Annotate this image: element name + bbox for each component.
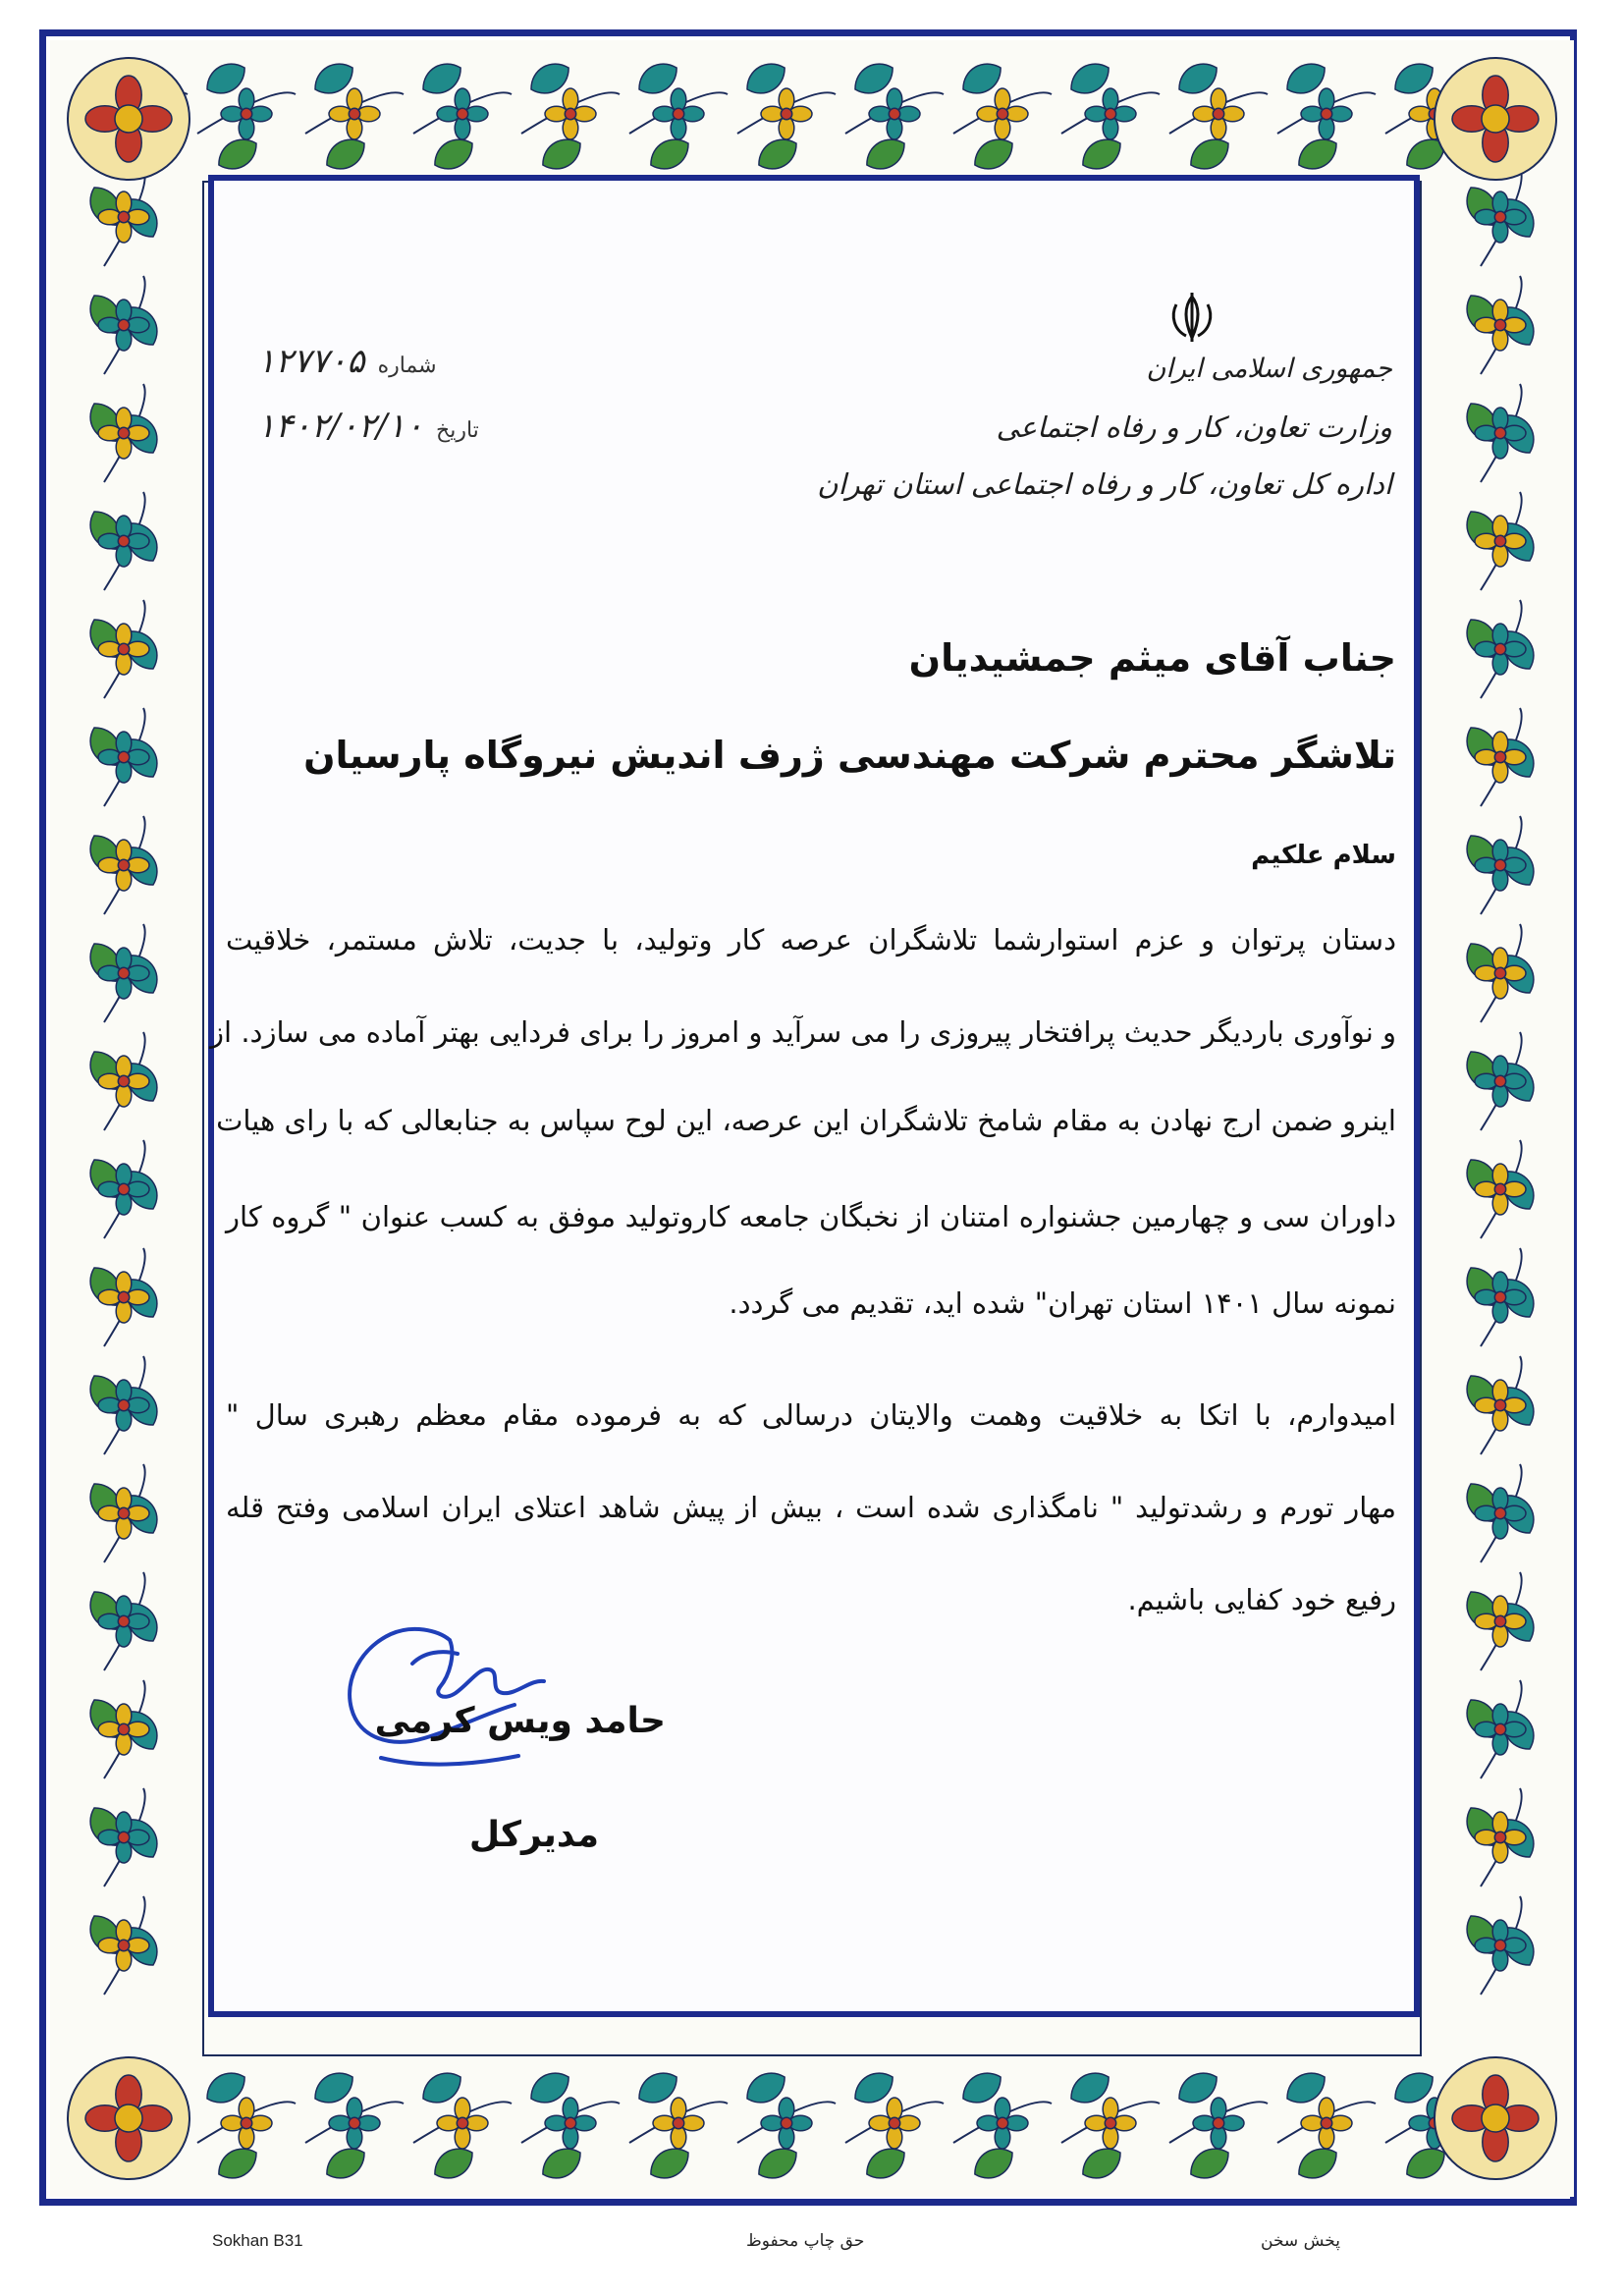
signatory-title: مدیرکل bbox=[468, 1815, 599, 1855]
footer-brand: Sokhan B31 bbox=[212, 2231, 303, 2250]
paragraph1-line: اینرو ضمن ارج نهادن به مقام شامخ تلاشگران این عرصه، این لوح سپاس به جنابعالی که با رای هیات bbox=[216, 1104, 1396, 1137]
date-label: تاریخ bbox=[436, 417, 479, 442]
iran-emblem-icon bbox=[1164, 291, 1219, 346]
header-republic: جمهوری اسلامی ایران bbox=[1146, 354, 1392, 384]
header-ministry: وزارت تعاون، کار و رفاه اجتماعی bbox=[996, 410, 1392, 444]
paragraph1-line: داوران سی و چهارمین جشنواره امتنان از نخبگان جامعه کاروتولید موفق به کسب عنوان " گروه کار bbox=[226, 1200, 1396, 1233]
number-value: ۱۲۷۷۰۵ bbox=[257, 342, 365, 381]
paragraph1-line: نمونه سال ۱۴۰۱ استان تهران" شده اید، تقدیم می گردد. bbox=[729, 1286, 1396, 1320]
footer-distributor: پخش سخن bbox=[1261, 2231, 1340, 2251]
recipient-name: جناب آقای میثم جمشیدیان bbox=[908, 636, 1396, 680]
recipient-company: تلاشگر محترم شرکت مهندسی ژرف اندیش نیروگاه پارسیان bbox=[303, 734, 1396, 777]
header-department: اداره کل تعاون، کار و رفاه اجتماعی استان تهران bbox=[817, 467, 1392, 501]
footer-copyright: حق چاپ محفوظ bbox=[746, 2231, 865, 2251]
paragraph1-line: و نوآوری باردیگر حدیث پرافتخار پیروزی را می سرآید و امروز را برای فردایی بهتر آماده می سازد. از bbox=[210, 1015, 1396, 1049]
paragraph1-line: دستان پرتوان و عزم استوارشما تلاشگران عرصه کار وتولید، با جدیت، تلاش مستمر، خلاقیت bbox=[226, 923, 1396, 957]
signatory-name: حامد ویس کرمی bbox=[374, 1701, 666, 1741]
paragraph2-line: مهار تورم و رشدتولید " نامگذاری شده است ، بیش از پیش شاهد اعتلای ایران اسلامی وفتح قله bbox=[226, 1491, 1396, 1524]
paragraph2-line: رفیع خود کفایی باشیم. bbox=[1127, 1583, 1396, 1616]
greeting: سلام علکیم bbox=[1251, 841, 1396, 870]
letter-number bbox=[257, 342, 437, 381]
letter-date bbox=[257, 407, 479, 446]
paragraph2-line: امیدوارم، با اتکا به خلاقیت وهمت والایتان درسالی که به فرموده مقام معظم رهبری سال " bbox=[226, 1398, 1396, 1432]
number-label: شماره bbox=[377, 353, 437, 377]
date-value: ۱۴۰۲/۰۲/۱۰ bbox=[257, 407, 424, 446]
